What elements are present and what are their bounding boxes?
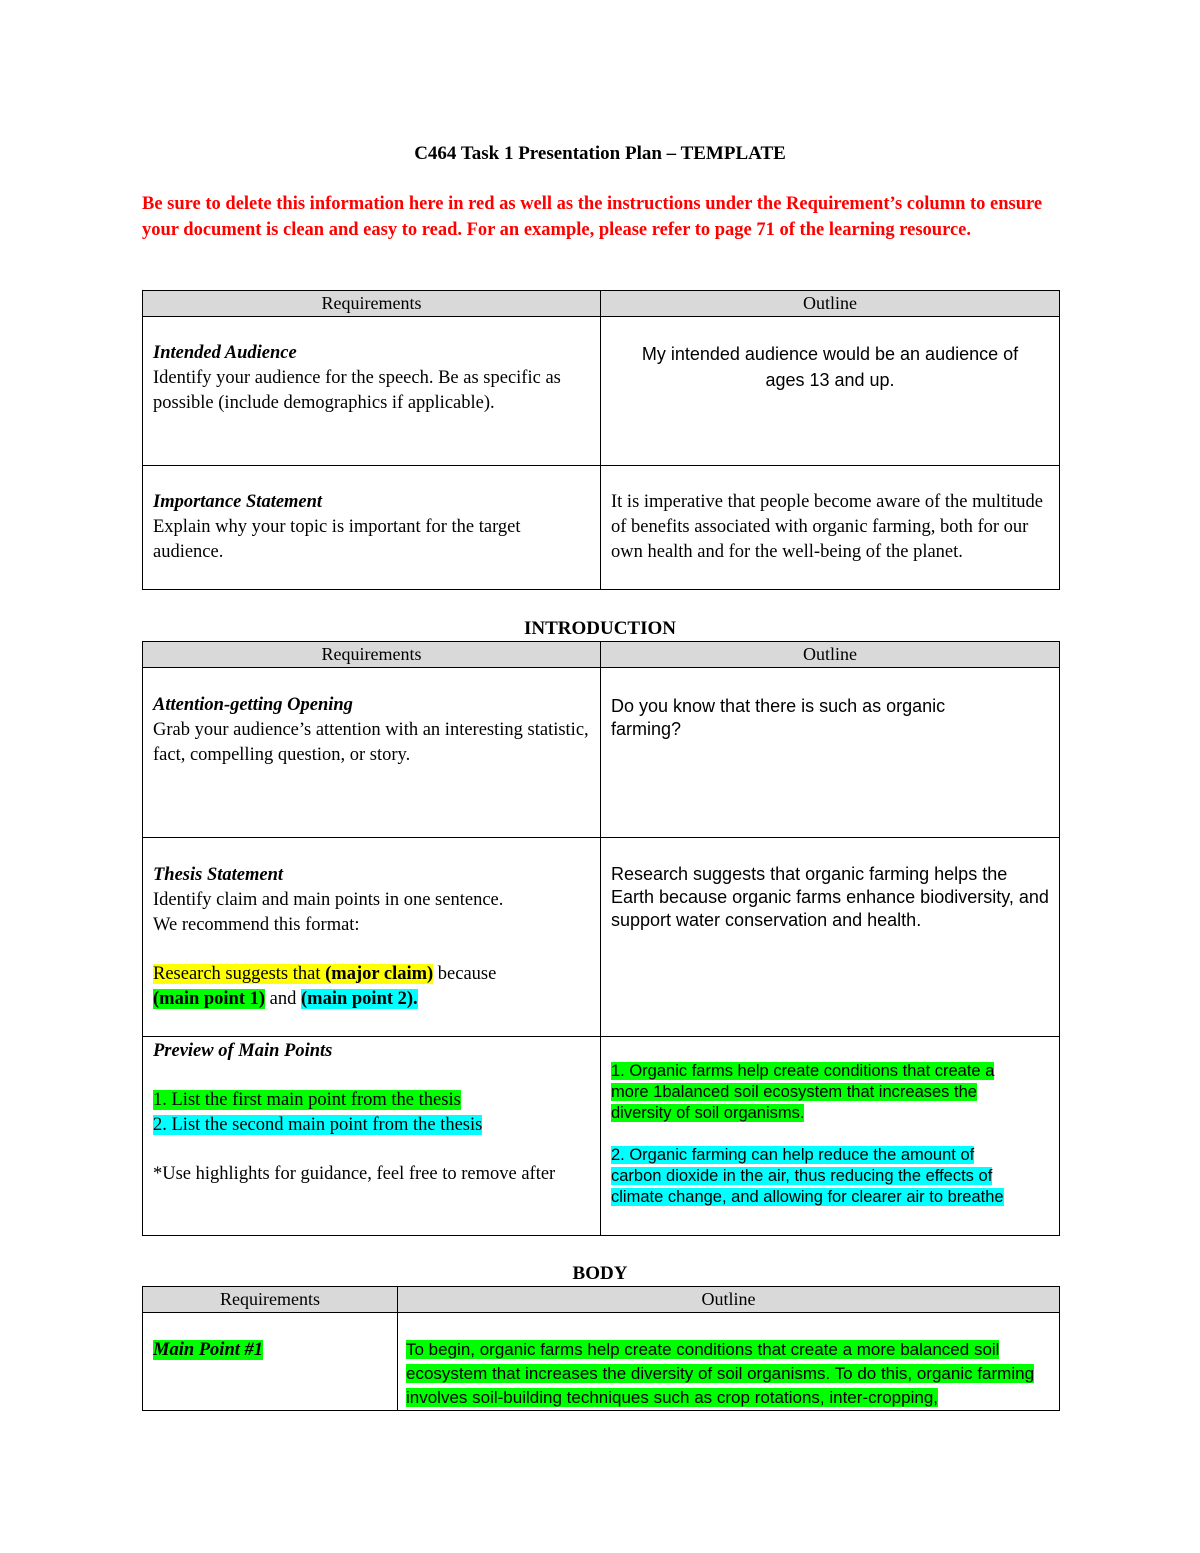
preview-item-1: 1. List the first main point from the thesis — [153, 1090, 461, 1110]
intended-audience-answer-cell — [601, 317, 1060, 466]
body-heading: BODY — [572, 1263, 628, 1284]
main-point-1-label: Main Point #1 — [153, 1340, 263, 1360]
intended-audience-cell — [143, 317, 601, 466]
intended-audience-instruction: Identify your audience for the speech. Be as specific as possible (include demographics if applicable). — [153, 368, 561, 413]
thesis-answer: Research suggests that organic farming helps the Earth because organic farms enhance biodiversity, and support water conservation and health. — [611, 864, 1049, 930]
format-claim: (major claim) — [325, 964, 434, 984]
attention-answer-cell — [601, 668, 1060, 838]
importance-statement-cell — [143, 466, 601, 590]
thesis-format — [153, 962, 590, 1012]
top-table — [142, 290, 1060, 590]
importance-statement-label: Importance Statement — [153, 492, 323, 512]
main-point-1-cell — [143, 1313, 398, 1411]
attention-answer: Do you know that there is such as organic farming? — [611, 696, 946, 739]
intended-audience-label: Intended Audience — [153, 343, 297, 363]
format-and: and — [265, 989, 302, 1009]
importance-statement-instruction: Explain why your topic is important for the target audience. — [153, 517, 521, 562]
red-instructions-notice: Be sure to delete this information here in red as well as the instructions under the Requirement’s column to ensure your document is clean and easy to read. For an example, please refer to page 71 of the learning resource. — [142, 194, 1043, 240]
document-title: C464 Task 1 Presentation Plan – TEMPLATE — [414, 143, 786, 164]
thesis-instruction-2: We recommend this format: — [153, 915, 360, 935]
preview-label: Preview of Main Points — [153, 1041, 333, 1061]
requirements-header: Requirements — [143, 642, 601, 668]
thesis-answer-cell — [601, 838, 1060, 1037]
outline-header: Outline — [601, 291, 1060, 317]
introduction-table — [142, 641, 1060, 1236]
outline-header: Outline — [601, 642, 1060, 668]
preview-answer-1: 1. Organic farms help create conditions that create a more 1balanced soil ecosystem that increases the diversity of soil organisms. — [611, 1062, 995, 1122]
preview-answer-cell — [601, 1037, 1060, 1236]
format-prefix: Research suggests that — [153, 964, 326, 984]
introduction-heading: INTRODUCTION — [523, 618, 677, 639]
attention-label: Attention-getting Opening — [153, 695, 353, 715]
body-table — [142, 1286, 1060, 1411]
main-point-1-answer: To begin, organic farms help create conditions that create a more balanced soil ecosystem that increases the diversity of soil organisms. To do this, organic farming involves soil-building techniques such as crop rotations, inter-cropping, — [406, 1340, 1035, 1407]
main-point-1-answer-cell — [398, 1313, 1060, 1411]
attention-instruction: Grab your audience’s attention with an interesting statistic, fact, compelling question, or story. — [153, 720, 589, 765]
thesis-label: Thesis Statement — [153, 865, 284, 885]
outline-header: Outline — [398, 1287, 1060, 1313]
importance-statement-answer: It is imperative that people become aware of the multitude of benefits associated with organic farming, both for our own health and for the well-being of the planet. — [611, 492, 1044, 562]
requirements-header: Requirements — [143, 1287, 398, 1313]
thesis-cell — [143, 838, 601, 1037]
requirements-header: Requirements — [143, 291, 601, 317]
intended-audience-answer: My intended audience would be an audience of ages 13 and up. — [641, 344, 1019, 390]
importance-statement-answer-cell — [601, 466, 1060, 590]
format-point2: (main point 2). — [301, 989, 418, 1009]
preview-item-2: 2. List the second main point from the thesis — [153, 1115, 483, 1135]
preview-note: *Use highlights for guidance, feel free to remove after — [153, 1164, 556, 1184]
preview-cell — [143, 1037, 601, 1236]
attention-cell — [143, 668, 601, 838]
thesis-instruction-1: Identify claim and main points in one sentence. — [153, 890, 504, 910]
preview-answer-2: 2. Organic farming can help reduce the amount of carbon dioxide in the air, thus reducing the effects of climate change, and allowing for clearer air to breathe — [611, 1146, 1004, 1206]
format-point1: (main point 1) — [153, 989, 266, 1009]
format-because: because — [433, 964, 497, 984]
